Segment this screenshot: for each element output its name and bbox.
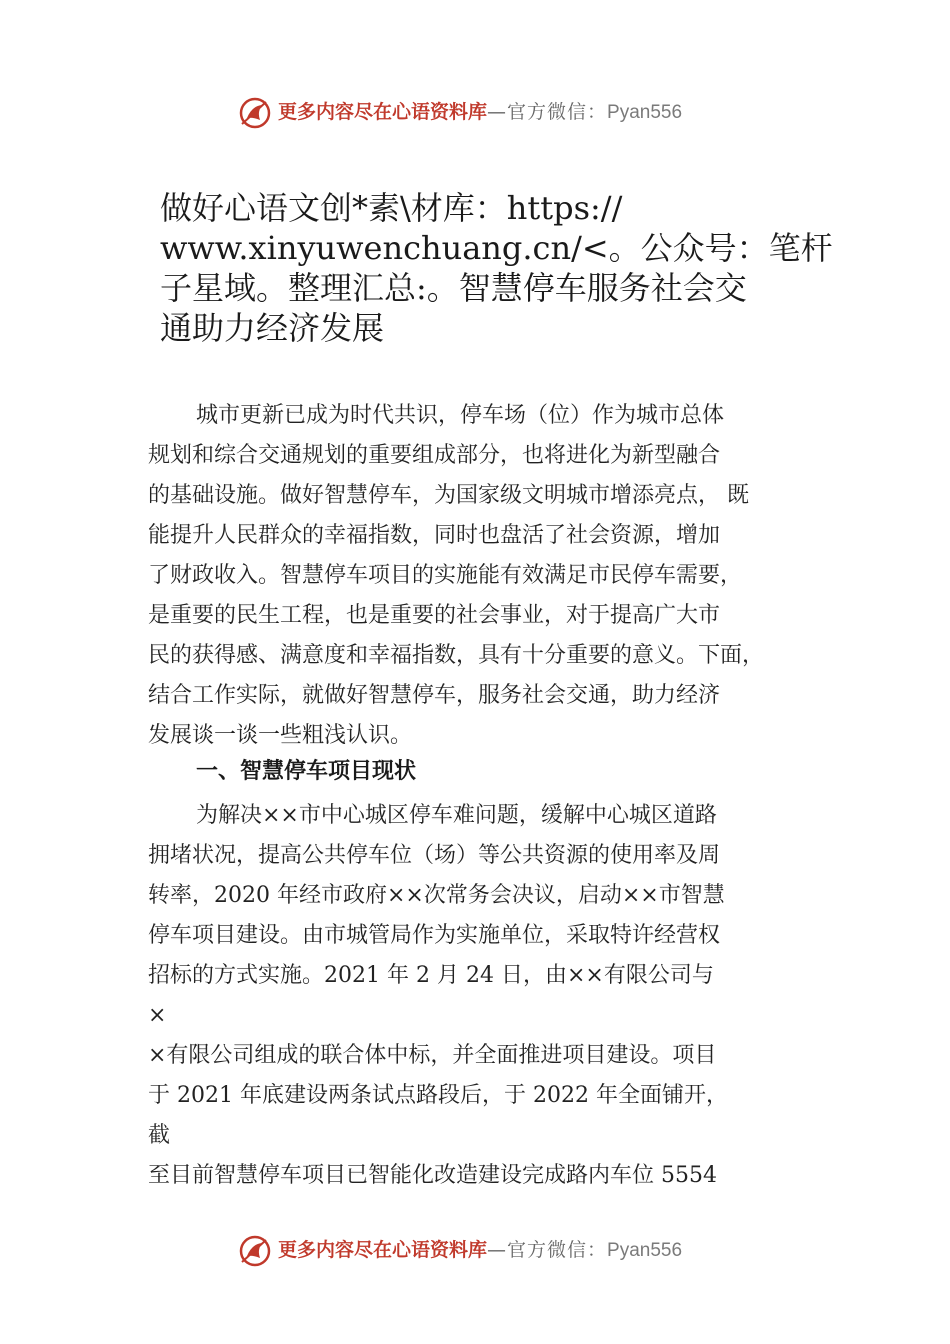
paragraph-line: ×: [148, 1003, 167, 1028]
paragraph-intro: [148, 396, 810, 756]
paragraph-line: 拥堵状况，提高公共停车位（场）等公共资源的使用率及周: [148, 843, 721, 868]
paragraph-line: 至目前智慧停车项目已智能化改造建设完成路内车位 5554: [148, 1163, 717, 1188]
document-title: [160, 188, 840, 348]
banner-separator: —官方微信：: [487, 1239, 608, 1261]
banner-site-name: 更多内容尽在心语资料库: [278, 1239, 488, 1261]
paragraph-line: 规划和综合交通规划的重要组成部分，也将进化为新型融合: [148, 443, 721, 468]
paragraph-line: 停车项目建设。由市城管局作为实施单位，采取特许经营权: [148, 923, 721, 948]
title-line: 子星域。整理汇总:。智慧停车服务社会交: [160, 269, 747, 307]
title-line: 做好心语文创*素\材库：https://: [160, 189, 623, 227]
paragraph-line: 转率，2020 年经市政府××次常务会决议，启动××市智慧: [148, 883, 725, 908]
paragraph-line: 了财政收入。智慧停车项目的实施能有效满足市民停车需要，: [148, 563, 743, 588]
paragraph-status: [148, 796, 810, 1196]
paragraph-line: 民的获得感、满意度和幸福指数，具有十分重要的意义。下面，: [148, 643, 765, 668]
logo-icon: [238, 96, 272, 130]
title-line: www.xinyuwenchuang.cn/<。公众号：笔杆: [160, 229, 833, 267]
banner-text: [278, 1238, 682, 1263]
paragraph-line: 截: [148, 1123, 171, 1148]
paragraph-line: 是重要的民生工程，也是重要的社会事业，对于提高广大市: [148, 603, 721, 628]
logo-icon: [238, 1234, 272, 1268]
section-heading: 一、智慧停车项目现状: [196, 759, 417, 784]
banner-wechat-id: Pyan556: [607, 1240, 683, 1261]
banner-separator: —官方微信：: [487, 101, 608, 123]
paragraph-line: 的基础设施。做好智慧停车，为国家级文明城市增添亮点， 既: [148, 483, 749, 508]
paragraph-line: 结合工作实际，就做好智慧停车，服务社会交通，助力经济: [148, 683, 721, 708]
banner-site-name: 更多内容尽在心语资料库: [278, 101, 488, 123]
banner-text: [278, 100, 682, 125]
header-banner: [0, 96, 950, 136]
paragraph-line: 能提升人民群众的幸福指数，同时也盘活了社会资源，增加: [148, 523, 721, 548]
footer-banner: [0, 1234, 950, 1274]
banner-wechat-id: Pyan556: [607, 102, 683, 123]
paragraph-line: 招标的方式实施。2021 年 2 月 24 日，由××有限公司与: [148, 963, 714, 988]
paragraph-line: 城市更新已成为时代共识，停车场（位）作为城市总体: [196, 403, 725, 428]
title-line: 通助力经济发展: [160, 309, 385, 347]
paragraph-line: 为解决××市中心城区停车难问题，缓解中心城区道路: [196, 803, 717, 828]
paragraph-line: ×有限公司组成的联合体中标，并全面推进项目建设。项目: [148, 1043, 717, 1068]
paragraph-line: 于 2021 年底建设两条试点路段后，于 2022 年全面铺开，: [148, 1083, 728, 1108]
paragraph-line: 发展谈一谈一些粗浅认识。: [148, 723, 413, 748]
